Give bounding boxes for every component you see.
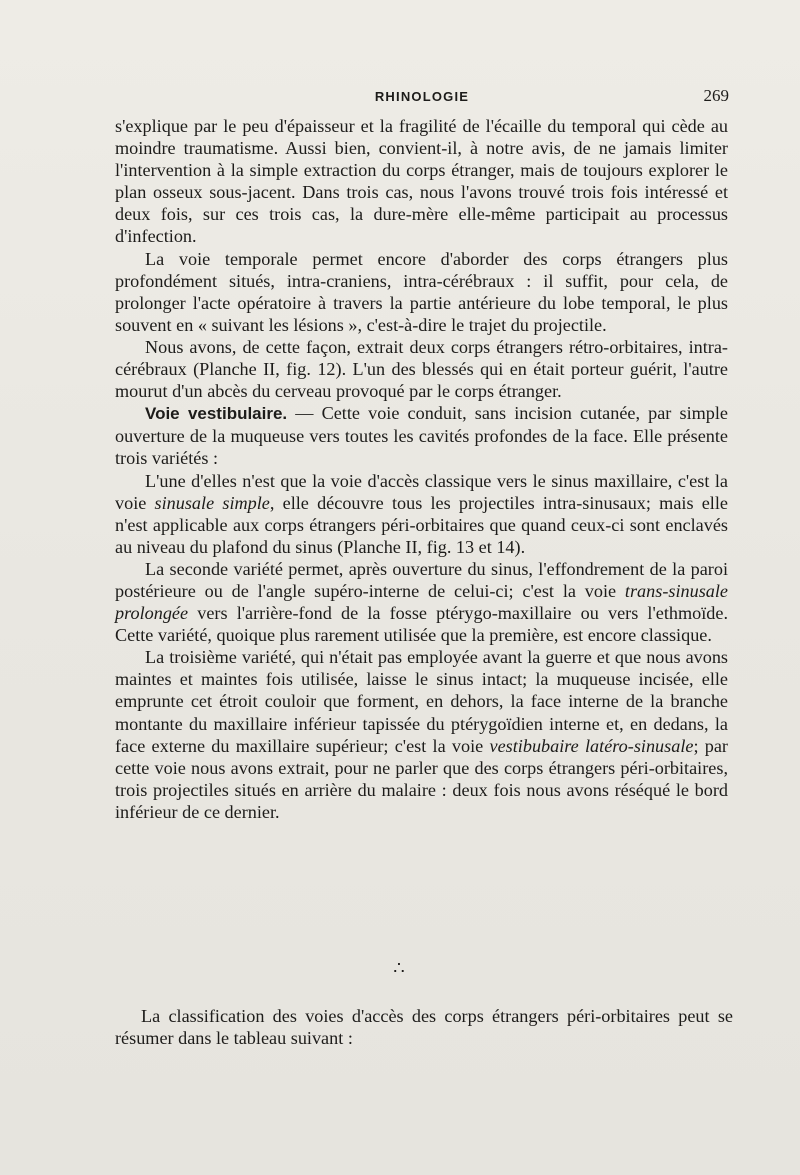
section-heading-voie-vestibulaire: Voie vestibulaire. bbox=[145, 404, 288, 424]
paragraph-1: s'explique par le peu d'épaisseur et la fragilité de l'écaille du temporal qui cède au moindre traumatisme. Aussi bien, convient-il, à notre avis, de ne jamais limiter l'intervention à la simple extraction du corps étranger, mais de toujours explorer le plan osseux sous-jacent. Dans trois cas, nous l'avons trouvé trois fois intéressé et deux fois, sur ces trois cas, la dure-mère elle-même participait au processus d'infection. bbox=[115, 116, 728, 247]
final-paragraph: La classification des voies d'accès des corps étrangers péri-orbitaires peut se résumer dans le tableau suivant : bbox=[115, 1006, 733, 1049]
running-head: RHINOLOGIE bbox=[374, 89, 470, 104]
paragraph-3: Nous avons, de cette façon, extrait deux corps étrangers rétro-orbitaires, intra-cérébraux (Planche II, fig. 12). L'un des blessés qui en était porteur guérit, l'autre mourut d'un abcès du cerveau provoqué par le corps étranger. bbox=[115, 336, 728, 402]
section-separator: ∴ bbox=[393, 958, 407, 978]
page-header bbox=[115, 86, 729, 108]
paragraph-7 bbox=[115, 646, 728, 823]
term-vestibubaire-latero-sinusale: vestibubaire latéro-sinusale bbox=[489, 735, 694, 756]
term-sinusale-simple: sinusale simple bbox=[154, 492, 270, 513]
body-text bbox=[115, 115, 728, 823]
paragraph-4-text: — Cette voie conduit, sans incision cutanée, par simple ouverture de la muqueuse vers toutes les cavités profondes de la face. Elle présente trois variétés : bbox=[115, 403, 728, 469]
term-trans-sinusale-prolongee: trans-sinusale prolongée bbox=[115, 580, 728, 624]
paragraph-4 bbox=[115, 402, 728, 469]
paragraph-7-text-b: ; par cette voie nous avons extrait, pour ne parler que des corps étrangers péri-orbitaires, trois projectiles situés en arrière du malaire : deux fois nous avons réséqué le bord inférieur de ce dernier. bbox=[115, 735, 728, 822]
paragraph-6-text-a: La seconde variété permet, après ouverture du sinus, l'effondrement de la paroi postérieure ou de l'angle supéro-interne de celui-ci; c'est la voie bbox=[115, 558, 728, 601]
paragraph-6-text-b: vers l'arrière-fond de la fosse ptérygo-maxillaire ou vers l'ethmoïde. Cette variété, quoique plus rarement utilisée que la première, est encore classique. bbox=[115, 603, 728, 646]
paragraph-5 bbox=[115, 470, 728, 558]
paragraph-5-text-a: L'une d'elles n'est que la voie d'accès classique vers le sinus maxillaire, c'est la voie bbox=[115, 470, 728, 513]
paragraph-5-text-b: , elle découvre tous les projectiles intra-sinusaux; mais elle n'est applicable aux corps étrangers péri-orbitaires que quand ceux-ci sont enclavés au niveau du plafond du sinus (Planche II, fig. 13 et 14). bbox=[115, 492, 728, 557]
paragraph-2: La voie temporale permet encore d'aborder des corps étrangers plus profondément situés, intra-craniens, intra-cérébraux : il suffit, pour cela, de prolonger l'acte opératoire à travers la partie antérieure du lobe temporal, le plus souvent en « suivant les lésions », c'est-à-dire le trajet du projectile. bbox=[115, 248, 728, 335]
paragraph-7-text-a: La troisième variété, qui n'était pas employée avant la guerre et que nous avons maintes et maintes fois utilisée, laisse le sinus intact; la muqueuse incisée, elle emprunte cet étroit couloir que forment, en dehors, la face interne de la branche montante du maxillaire inférieur tapissée du ptérygoïdien interne et, en dedans, la face externe du maxillaire supérieur; c'est la voie bbox=[115, 647, 728, 756]
paragraph-6 bbox=[115, 558, 728, 646]
final-paragraph-block bbox=[115, 1005, 733, 1049]
page-number: 269 bbox=[703, 86, 729, 105]
